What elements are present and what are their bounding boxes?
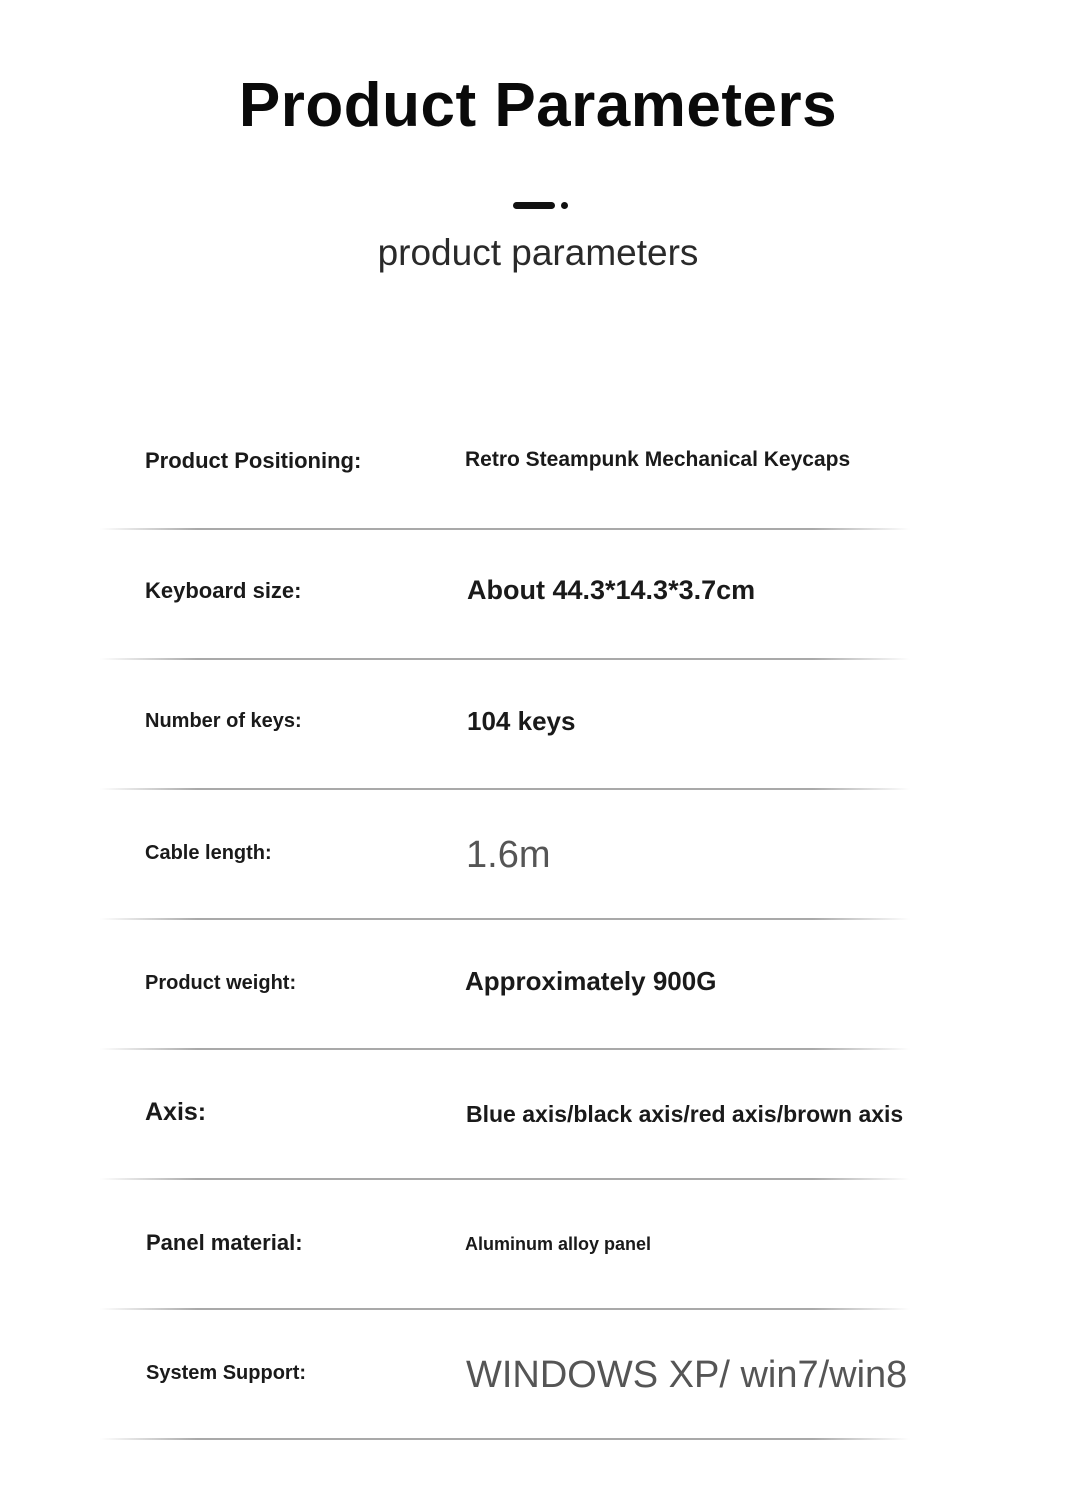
param-value: 1.6m [466,834,551,876]
param-row-product-positioning [0,400,1076,530]
page-subtitle: product parameters [377,232,699,273]
param-label: Keyboard size: [145,578,302,603]
param-value: About 44.3*14.3*3.7cm [467,575,756,605]
param-row-panel-material [0,1180,1076,1310]
param-label: Product weight: [145,972,297,994]
param-row-axis [0,1050,1076,1180]
divider-dot [561,202,568,209]
row-divider [100,1438,910,1440]
param-label: Axis: [145,1098,207,1126]
title-divider-mark [513,202,573,212]
param-label: Panel material: [146,1230,303,1255]
param-value: Approximately 900G [465,966,717,996]
param-label: Product Positioning: [145,448,362,473]
param-label: System Support: [146,1362,307,1384]
param-value: Retro Steampunk Mechanical Keycaps [465,448,851,471]
page-title: Product Parameters [238,71,838,140]
param-label: Cable length: [145,842,272,864]
param-row-cable-length [0,790,1076,920]
divider-dash [513,202,555,209]
param-row-system-support [0,1310,1076,1440]
param-row-product-weight [0,920,1076,1050]
param-value: 104 keys [467,706,576,736]
param-value: WINDOWS XP/ win7/win8 [466,1354,908,1396]
param-row-number-of-keys [0,660,1076,790]
param-row-keyboard-size [0,530,1076,660]
param-value: Aluminum alloy panel [465,1234,652,1254]
param-value: Blue axis/black axis/red axis/brown axis [466,1101,904,1127]
param-label: Number of keys: [145,710,302,732]
